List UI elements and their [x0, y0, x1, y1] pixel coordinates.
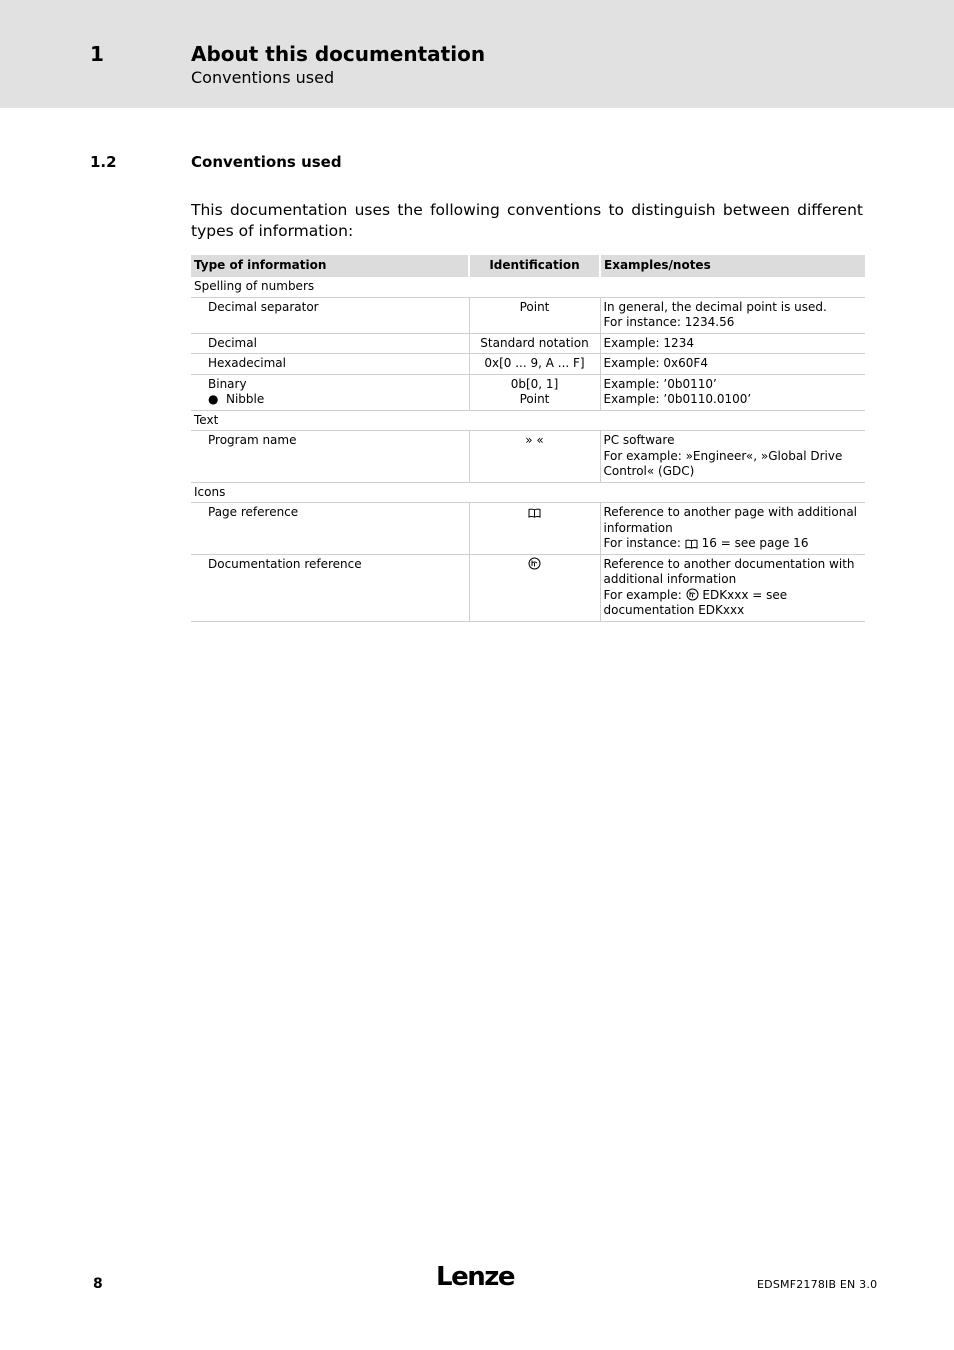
example-suffix: 16 = see page 16	[701, 536, 809, 550]
group-row	[191, 277, 865, 297]
header-examples: Examples/notes	[600, 255, 865, 277]
documentation-reference-icon	[528, 557, 541, 570]
documentation-reference-icon	[686, 588, 699, 601]
document-code: EDSMF2178IB EN 3.0	[757, 1278, 878, 1291]
note-line: For instance: 1234.56	[603, 315, 735, 329]
ident-sub: Point	[519, 392, 550, 406]
note-line: documentation EDKxxx	[603, 603, 745, 617]
cell-type: Documentation reference	[191, 554, 469, 621]
cell-type: Program name	[191, 431, 469, 483]
ident-main: 0b[0, 1]	[510, 376, 559, 391]
table-row	[191, 333, 865, 354]
page-number: 8	[93, 1276, 103, 1292]
chapter-title: About this documentation	[191, 42, 486, 66]
cell-identification: Standard notation	[469, 333, 600, 354]
note-line: Reference to another documentation with	[603, 556, 855, 571]
example-prefix: For instance:	[603, 536, 681, 550]
conventions-table	[191, 255, 865, 622]
book-icon	[528, 508, 541, 518]
cell-identification: » «	[469, 431, 600, 483]
cell-identification	[469, 554, 600, 621]
table-row	[191, 431, 865, 483]
example-prefix: For example:	[603, 587, 682, 602]
cell-notes	[600, 374, 865, 410]
cell-notes	[600, 297, 865, 333]
note-line: PC software	[603, 433, 675, 447]
table-row	[191, 554, 865, 621]
note-line: Example: 0x60F4	[603, 356, 708, 370]
table-row	[191, 374, 865, 410]
intro-paragraph: This documentation uses the following conventions to distinguish between different types of information:	[191, 201, 863, 240]
note-example	[604, 588, 863, 604]
cell-notes	[600, 431, 865, 483]
group-row	[191, 482, 865, 503]
cell-identification	[469, 503, 600, 555]
note-line: Reference to another page with additional	[603, 505, 857, 519]
cell-identification: Point	[469, 297, 600, 333]
type-sub	[208, 392, 466, 408]
group-row	[191, 410, 865, 431]
section-number: 1.2	[90, 153, 117, 171]
cell-type	[191, 374, 469, 410]
book-icon	[685, 539, 698, 549]
cell-type: Decimal	[191, 333, 469, 354]
table-row	[191, 297, 865, 333]
note-example	[604, 536, 863, 552]
note-line: Control« (GDC)	[603, 464, 695, 478]
lenze-logo: Lenze	[436, 1262, 514, 1292]
note-line: information	[603, 520, 673, 535]
group-label: Text	[191, 410, 865, 431]
table-row	[191, 503, 865, 555]
note-line: For example: »Engineer«, »Global Drive	[603, 448, 843, 463]
note-line: Example: ’0b0110.0100’	[603, 392, 752, 406]
bullet-icon: ●	[208, 392, 219, 406]
cell-type: Decimal separator	[191, 297, 469, 333]
cell-notes	[600, 554, 865, 621]
header-identification: Identification	[469, 255, 600, 277]
note-line: In general, the decimal point is used.	[603, 299, 827, 314]
example-suffix: EDKxxx = see	[702, 587, 788, 602]
section-title: Conventions used	[191, 153, 342, 171]
cell-notes	[600, 333, 865, 354]
table-header-row	[191, 255, 865, 277]
header-type: Type of information	[191, 255, 469, 277]
chapter-number: 1	[90, 42, 104, 66]
cell-notes	[600, 354, 865, 375]
cell-identification	[469, 374, 600, 410]
table-row	[191, 354, 865, 375]
cell-type: Page reference	[191, 503, 469, 555]
type-main: Binary	[208, 376, 247, 391]
group-label: Icons	[191, 482, 865, 503]
cell-notes	[600, 503, 865, 555]
note-line: Example: 1234	[603, 335, 694, 350]
note-line: additional information	[603, 572, 737, 586]
type-sub-label: Nibble	[226, 392, 265, 406]
cell-identification: 0x[0 ... 9, A ... F]	[469, 354, 600, 375]
chapter-subtitle: Conventions used	[191, 68, 335, 87]
cell-type: Hexadecimal	[191, 354, 469, 375]
note-line: Example: ’0b0110’	[603, 376, 717, 391]
group-label: Spelling of numbers	[191, 277, 865, 297]
